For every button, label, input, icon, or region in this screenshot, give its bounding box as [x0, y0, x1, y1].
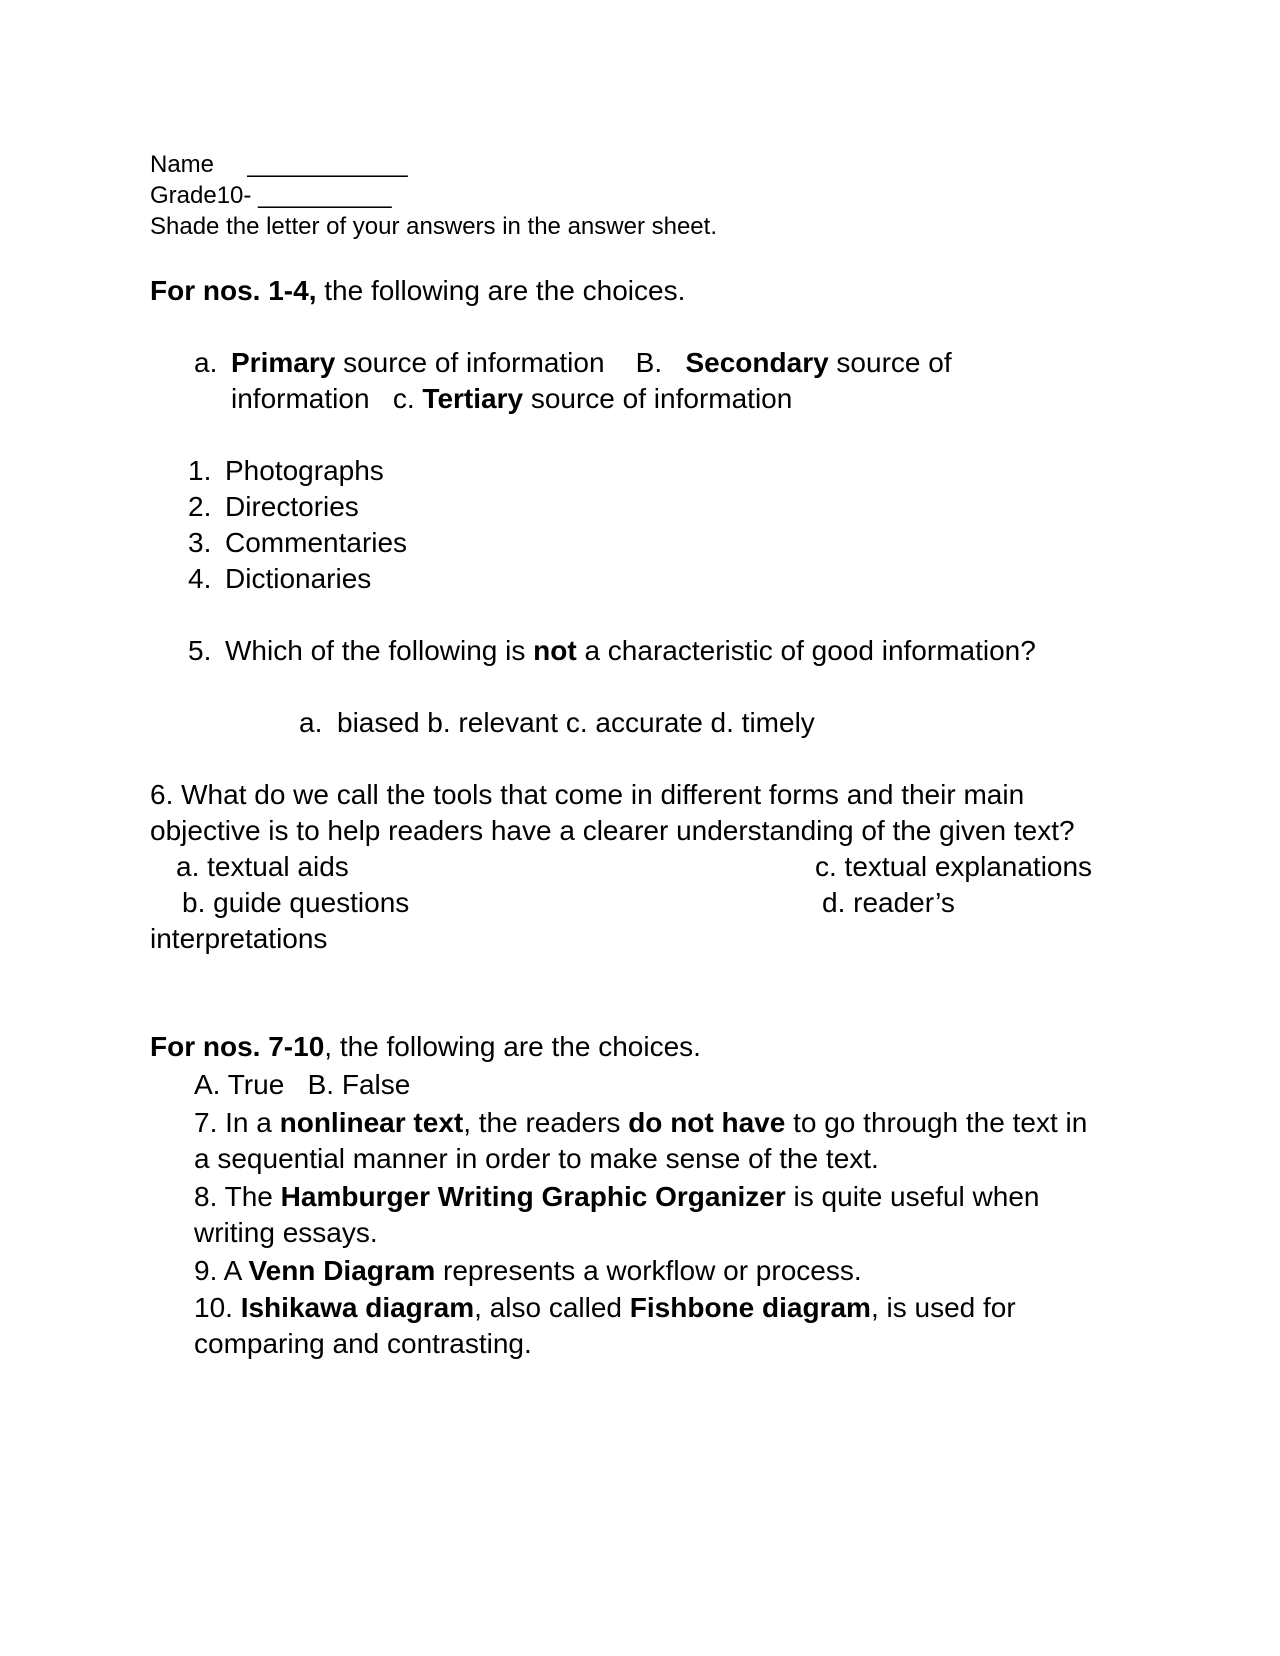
- item-number: 2.: [188, 491, 212, 522]
- instruction-text: Shade the letter of your answers in the answer sheet.: [150, 213, 717, 240]
- list-item-text: Commentaries: [225, 527, 408, 558]
- q5-text: [225, 637, 1036, 665]
- q10-post: , is used for: [870, 1292, 1016, 1323]
- section1-intro: [150, 277, 685, 305]
- q6-option-d: d. reader’s: [822, 887, 955, 918]
- choice-b-rest: source of: [828, 347, 952, 378]
- choice-c-bold: Tertiary: [422, 383, 524, 414]
- q10-bold1: Ishikawa diagram: [240, 1292, 475, 1323]
- section1-choice-line1-text: [231, 349, 952, 377]
- q5-options: biased b. relevant c. accurate d. timely: [337, 707, 815, 738]
- q5-post: a characteristic of good information?: [576, 635, 1036, 666]
- q10-line2: comparing and contrasting.: [194, 1328, 532, 1359]
- choice-a-bold: Primary: [231, 347, 336, 378]
- q6-line1: 6. What do we call the tools that come in different forms and their main: [150, 779, 1025, 810]
- q5-number: 5.: [188, 635, 212, 666]
- q5-pre: Which of the following is: [225, 635, 534, 666]
- q10-bold2: Fishbone diagram: [629, 1292, 871, 1323]
- list-item: [188, 565, 211, 593]
- section2-choices: A. True B. False: [194, 1069, 411, 1100]
- q8-pre: 8. The: [194, 1181, 281, 1212]
- section1-intro-rest: the following are the choices.: [316, 275, 686, 306]
- q8-line2: writing essays.: [194, 1217, 378, 1248]
- q6-line2: objective is to help readers have a clearer understanding of the given text?: [150, 815, 1075, 846]
- name-line: [150, 153, 408, 177]
- q10-pre: 10.: [194, 1292, 241, 1323]
- choice-a-rest: source of information: [335, 347, 605, 378]
- section2-intro: [150, 1033, 701, 1061]
- item-number: 3.: [188, 527, 212, 558]
- name-blank: ____________: [247, 151, 408, 178]
- list-item: [188, 457, 211, 485]
- section1-intro-bold: For nos. 1-4,: [150, 275, 317, 306]
- section1-choice-line1: [194, 349, 217, 377]
- q6-option-b: b. guide questions: [182, 887, 410, 918]
- q7-post: to go through the text in: [785, 1107, 1088, 1138]
- name-label: Name: [150, 151, 215, 178]
- q7-line2: a sequential manner in order to make sense of the text.: [194, 1143, 879, 1174]
- list-item: [188, 493, 211, 521]
- choice-b-bold: Secondary: [685, 347, 829, 378]
- grade-line: [150, 184, 392, 208]
- choice-b-cont: information: [231, 383, 370, 414]
- q9-line1: [194, 1257, 862, 1285]
- q5-bold: not: [533, 635, 577, 666]
- section1-choice-line2: [231, 385, 792, 413]
- section2-intro-bold: For nos. 7-10: [150, 1031, 325, 1062]
- choice-a-marker: a.: [194, 347, 218, 378]
- choice-c-marker: c.: [392, 383, 415, 414]
- grade-blank: __________: [258, 182, 392, 209]
- item-number: 1.: [188, 455, 212, 486]
- q7-bold2: do not have: [628, 1107, 786, 1138]
- q6-option-d-cont: interpretations: [150, 923, 328, 954]
- list-item-text: Dictionaries: [225, 563, 372, 594]
- q8-bold: Hamburger Writing Graphic Organizer: [280, 1181, 786, 1212]
- q7-pre: 7. In a: [194, 1107, 280, 1138]
- choice-b-marker: B.: [635, 347, 663, 378]
- q6-option-a: a. textual aids: [176, 851, 349, 882]
- q10-line1: [194, 1294, 1016, 1322]
- q9-bold: Venn Diagram: [248, 1255, 436, 1286]
- list-item-text: Directories: [225, 491, 359, 522]
- list-item-text: Photographs: [225, 455, 384, 486]
- q6-option-c: c. textual explanations: [815, 851, 1093, 882]
- q9-post: represents a workflow or process.: [435, 1255, 862, 1286]
- q7-bold1: nonlinear text: [279, 1107, 464, 1138]
- q7-mid: , the readers: [463, 1107, 629, 1138]
- list-item: [188, 529, 211, 557]
- q5-option-marker: a.: [299, 707, 323, 738]
- q9-pre: 9. A: [194, 1255, 249, 1286]
- q8-line1: [194, 1183, 1040, 1211]
- q8-post: is quite useful when: [785, 1181, 1040, 1212]
- item-number: 4.: [188, 563, 212, 594]
- choice-c-rest: source of information: [523, 383, 793, 414]
- grade-label: Grade10-: [150, 182, 252, 209]
- q10-mid: , also called: [474, 1292, 630, 1323]
- q7-line1: [194, 1109, 1087, 1137]
- section2-intro-rest: , the following are the choices.: [324, 1031, 701, 1062]
